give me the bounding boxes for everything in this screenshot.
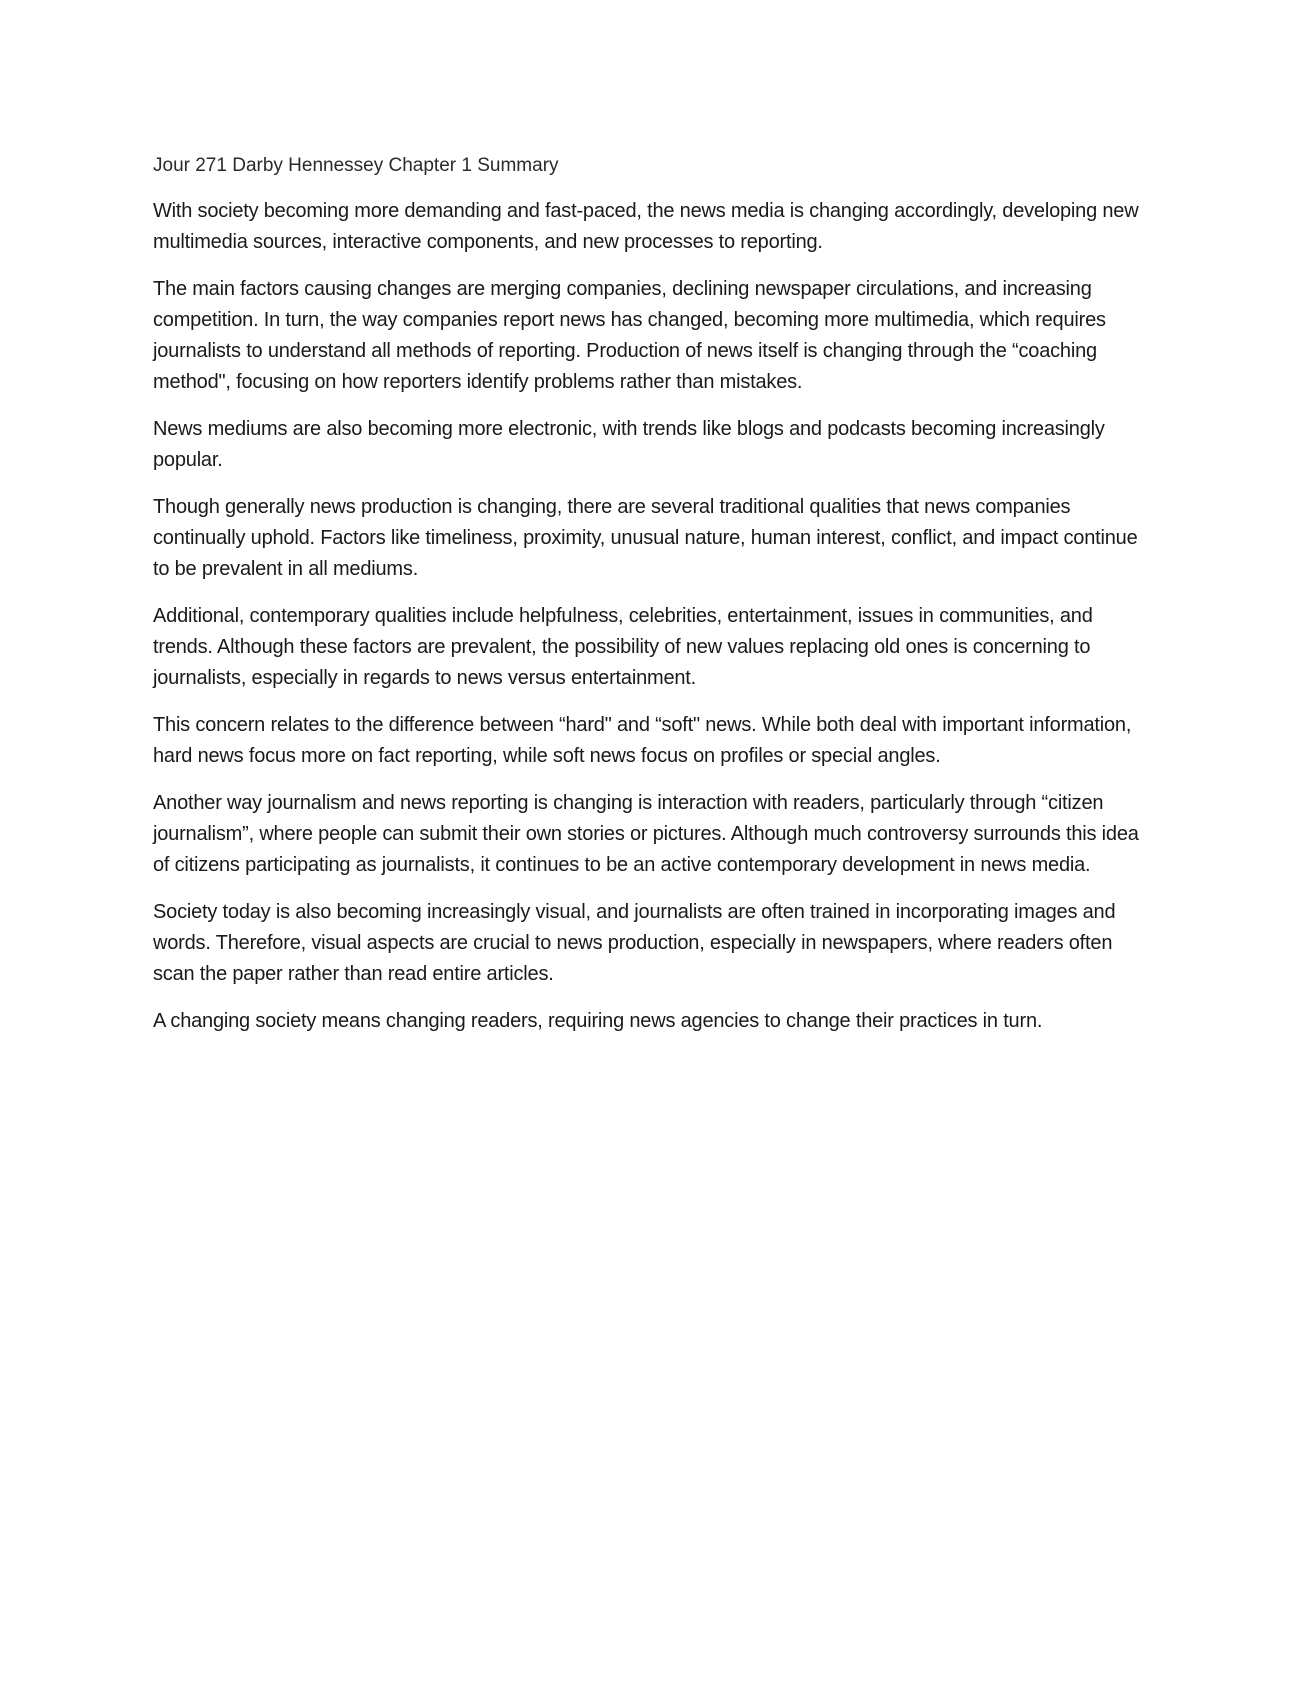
paragraph-1: With society becoming more demanding and fast-paced, the news media is changing accordingly, developing new multimedia sources, interactive components, and new processes to reporting. [153,200,1139,253]
paragraph-3: News mediums are also becoming more electronic, with trends like blogs and podcasts becoming increasingly popular. [153,418,1105,471]
paragraph-6: This concern relates to the difference between “hard" and “soft" news. While both deal with important information, hard news focus more on fact reporting, while soft news focus on profiles or special angles. [153,714,1132,767]
document-title: Jour 271 Darby Hennessey Chapter 1 Summary [153,155,559,176]
paragraph-2: The main factors causing changes are merging companies, declining newspaper circulations, and increasing competition. In turn, the way companies report news has changed, becoming more multimedia, which requires journalists to understand all methods of reporting. Production of news itself is changing through the “coaching method", focusing on how reporters identify problems rather than mistakes. [153,278,1106,393]
paragraph-7: Another way journalism and news reporting is changing is interaction with readers, particularly through “citizen journalism”, where people can submit their own stories or pictures. Although much controversy surrounds this idea of citizens participating as journalists, it continues to be an active contemporary development in news media. [153,792,1139,876]
paragraph-5: Additional, contemporary qualities include helpfulness, celebrities, entertainment, issues in communities, and trends. Although these factors are prevalent, the possibility of new values replacing old ones is concerning to journalists, especially in regards to news versus entertainment. [153,605,1093,689]
paragraph-9: A changing society means changing readers, requiring news agencies to change their practices in turn. [153,1010,1043,1032]
paragraph-8: Society today is also becoming increasingly visual, and journalists are often trained in incorporating images and words. Therefore, visual aspects are crucial to news production, especially in newspapers, where readers often scan the paper rather than read entire articles. [153,901,1116,985]
document-body [153,150,1153,1053]
paragraph-4: Though generally news production is changing, there are several traditional qualities that news companies continually uphold. Factors like timeliness, proximity, unusual nature, human interest, conflict, and impact continue to be prevalent in all mediums. [153,496,1138,580]
